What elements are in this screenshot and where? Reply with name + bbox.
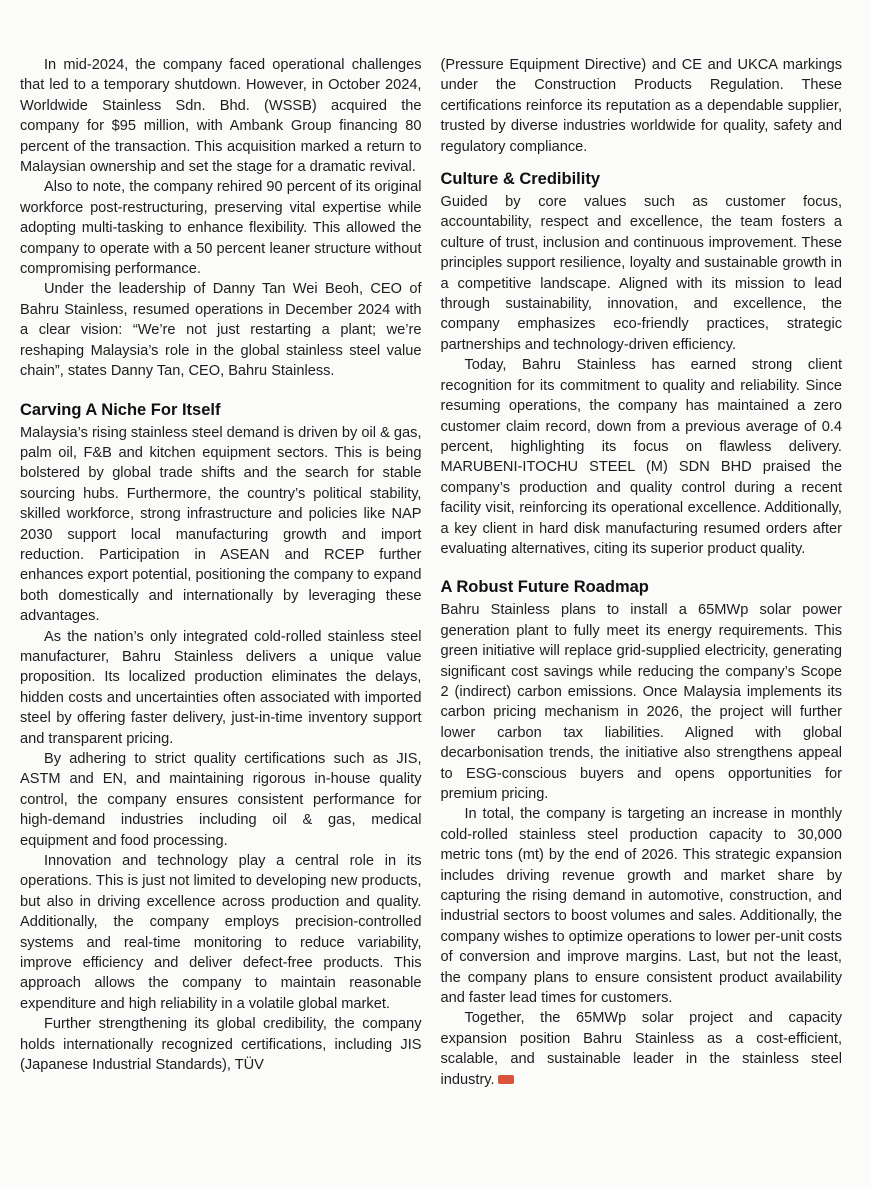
left-paragraph-5: As the nation’s only integrated cold-rolled stainless steel manufacturer, Bahru Stainless delivers a unique value proposition. Its localized production eliminates the delays, hidden costs and uncertainties often associated with imported steel by offering faster delivery, just-in-time inventory support and transparent pricing. xyxy=(20,628,422,747)
right-paragraph-2: Guided by core values such as customer focus, accountability, respect and excellence, the team fosters a culture of trust, inclusion and continuous improvement. These principles support resilience, loyalty and sustainable growth in a competitive landscape. Aligned with its mission to lead through sustainability, innovation, and excellence, the company emphasizes eco-friendly practices, strategic partnerships and technology-driven efficiency. xyxy=(440,194,842,353)
left-column xyxy=(20,55,422,1187)
right-paragraph-6 xyxy=(441,1008,843,1090)
left-paragraph-8: Further strengthening its global credibility, the company holds internationally recognized certifications, including JIS (Japanese Industrial Standards), TÜV xyxy=(20,1016,422,1074)
section-heading-future-roadmap: A Robust Future Roadmap xyxy=(440,578,649,597)
section-heading-carving-a-niche: Carving A Niche For Itself xyxy=(20,400,221,419)
right-paragraph-5: In total, the company is targeting an increase in monthly cold-rolled stainless steel production capacity to 30,000 metric tons (mt) by the end of 2026. This strategic expansion includes driving revenue growth and market share by capturing the rising demand in automotive, construction, and industrial sectors to boost volumes and sales. Additionally, the company wishes to optimize operations to lower per-unit costs of conversion and improve margins. Last, but not the least, the company plans to ensure consistent product availability and faster lead times for customers. xyxy=(440,806,843,1007)
left-paragraph-4: Malaysia’s rising stainless steel demand is driven by oil & gas, palm oil, F&B and kitchen equipment sectors. This is being bolstered by global trade shifts and the search for stable sourcing hubs. Furthermore, the country’s political stability, skilled workforce, strong infrastructure and policies like NAP 2030 support local manufacturing growth and import reduction. Participation in ASEAN and RCEP further enhances export potential, positioning the company to expand both domestically and internationally by leveraging these advantages. xyxy=(20,424,422,625)
left-paragraph-7: Innovation and technology play a central role in its operations. This is just not limited to developing new products, but also in driving excellence across production and quality. Additionally, the company employs precision-controlled systems and real-time monitoring to reduce variability, improve efficiency and deliver defect-free products. This approach allows the company to maintain reasonable expenditure and high reliability in a volatile global market. xyxy=(20,853,422,1012)
left-paragraph-2: Also to note, the company rehired 90 percent of its original workforce post-restructuring, preserving vital expertise while adopting multi-tasking to enhance flexibility. This allowed the company to operate with a 50 percent leaner structure without compromising performance. xyxy=(20,179,422,278)
left-paragraph-3: Under the leadership of Danny Tan Wei Beoh, CEO of Bahru Stainless, resumed operations in December 2024 with a clear vision: “We’re not just restarting a plant; we’re reshaping Malaysia’s role in the global stainless steel value chain”, states Danny Tan, CEO, Bahru Stainless. xyxy=(20,281,422,380)
left-paragraph-6: By adhering to strict quality certifications such as JIS, ASTM and EN, and maintaining rigorous in-house quality control, the company ensures consistent performance for high-demand industries including oil & gas, medical equipment and food processing. xyxy=(20,751,422,849)
right-paragraph-6-text: Together, the 65MWp solar project and capacity expansion position Bahru Stainless as a cost-efficient, scalable, and sustainable leader in the stainless steel industry. xyxy=(440,1010,842,1088)
section-heading-culture-credibility: Culture & Credibility xyxy=(440,170,601,189)
end-of-article-icon xyxy=(498,1075,514,1084)
right-paragraph-1: (Pressure Equipment Directive) and CE and UKCA markings under the Construction Products Regulation. These certifications reinforce its reputation as a dependable supplier, trusted by diverse industries worldwide for quality, safety and regulatory compliance. xyxy=(440,57,842,155)
right-paragraph-4: Bahru Stainless plans to install a 65MWp solar power generation plant to fully meet its energy requirements. This green initiative will replace grid-supplied electricity, generating significant cost savings while reducing the company’s Scope 2 (indirect) carbon emissions. Once Malaysia implements its carbon pricing mechanism in 2026, the project will further lower carbon tax liabilities. Aligned with global decarbonisation trends, the initiative also strengthens appeal to ESG-conscious buyers and opens opportunities for premium pricing. xyxy=(440,602,842,802)
left-paragraph-1: In mid-2024, the company faced operational challenges that led to a temporary shutdown. However, in October 2024, Worldwide Stainless Sdn. Bhd. (WSSB) acquired the company for $95 million, with Ambank Group financing 80 percent of the transaction. This acquisition marked a return to Malaysian ownership and set the stage for a dramatic revival. xyxy=(20,57,422,176)
right-paragraph-3: Today, Bahru Stainless has earned strong client recognition for its commitment to quality and reliability. Since resuming operations, the company has maintained a zero customer claim record, down from a previous average of 0.4 percent, highlighting its focus on flawless delivery. MARUBENI-ITOCHU STEEL (M) SDN BHD praised the company’s production and quality control during a recent facility visit, reinforcing its operational excellence. Additionally, a key client in hard disk manufacturing resumed orders after evaluating alternatives, citing its superior product quality. xyxy=(440,357,842,557)
right-column xyxy=(441,55,843,1187)
